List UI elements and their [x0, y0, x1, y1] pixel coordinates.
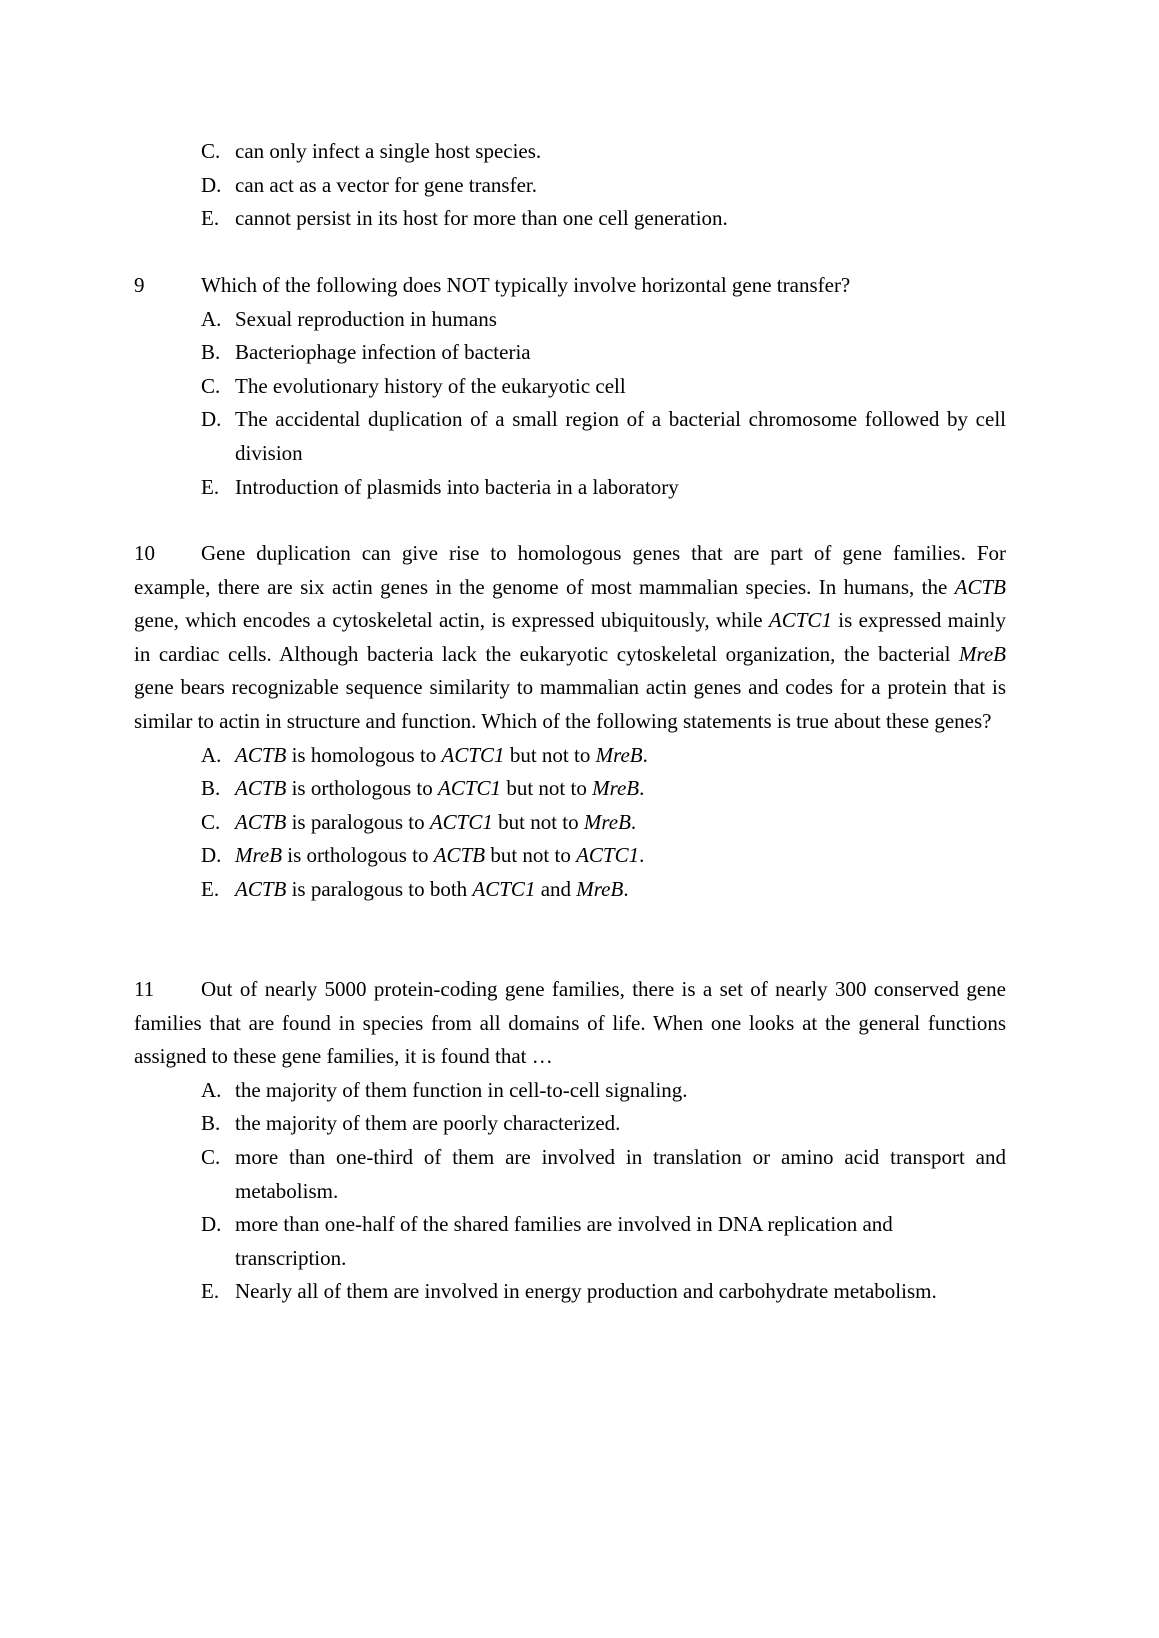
stem-text: is expressed mainly in cardiac cells. Although bacteria lack the eukaryotic cytoskeletal organization, the bacterial: [134, 608, 1006, 666]
gene-name: ACTB: [235, 809, 287, 834]
option-letter: B.: [201, 1111, 221, 1136]
question-8-options: [134, 135, 1006, 236]
option-text: and: [535, 876, 577, 901]
question-9-stem: [134, 269, 1006, 303]
option-letter: D.: [201, 172, 222, 197]
question-10: [134, 537, 1006, 907]
option-text: more than one-half of the shared families are involved in DNA replication and transcription.: [235, 1212, 893, 1270]
option-text: can act as a vector for gene transfer.: [235, 172, 537, 197]
option-text: more than one-third of them are involved in translation or amino acid transport and metabolism.: [235, 1144, 1006, 1203]
option-9e: [134, 471, 1006, 505]
question-10-stem: [134, 537, 1006, 739]
option-text: .: [630, 809, 637, 834]
option-9d: [134, 403, 1006, 470]
option-text: but not to: [501, 776, 593, 801]
option-text: is paralogous to both: [286, 876, 473, 901]
gene-name: ACTC1: [576, 843, 640, 868]
stem-text: gene bears recognizable sequence similarity to mammalian actin genes and codes for a protein that is similar to actin in structure and function. Which of the following statements is true about these genes?: [134, 675, 1006, 733]
question-11: [134, 973, 1006, 1309]
option-10c: [134, 806, 1006, 840]
option-letter: C.: [201, 139, 221, 163]
gene-name: ACTB: [235, 876, 287, 901]
option-text: cannot persist in its host for more than one cell generation.: [235, 206, 728, 231]
question-text: Which of the following does NOT typically involve horizontal gene transfer?: [201, 273, 851, 297]
option-11a: [134, 1074, 1006, 1108]
option-text: Sexual reproduction in humans: [235, 306, 497, 331]
option-text: is orthologous to: [286, 776, 439, 801]
option-letter: A.: [201, 306, 222, 331]
option-8c: [134, 135, 1006, 169]
option-letter: A.: [201, 742, 222, 767]
gene-name: ACTB: [235, 742, 287, 767]
option-text: Introduction of plasmids into bacteria in a laboratory: [235, 474, 679, 499]
option-11d: [134, 1208, 1006, 1275]
gene-name: MreB: [958, 641, 1006, 666]
option-10b: [134, 772, 1006, 806]
option-11c: [134, 1141, 1006, 1208]
question-9: [134, 269, 1006, 504]
option-9c: [134, 370, 1006, 404]
gene-name: MreB: [592, 776, 640, 801]
gene-name: MreB: [576, 876, 624, 901]
gene-name: ACTC1: [768, 608, 832, 633]
gene-name: MreB: [235, 843, 283, 868]
option-letter: D.: [201, 1212, 222, 1237]
option-letter: D.: [201, 407, 222, 432]
option-text: can only infect a single host species.: [235, 139, 542, 163]
option-8e: [134, 202, 1006, 236]
option-text: Bacteriophage infection of bacteria: [235, 340, 531, 365]
option-letter: C.: [201, 1144, 221, 1169]
gene-name: ACTB: [433, 843, 486, 868]
option-10d: [134, 839, 1006, 873]
option-11b: [134, 1107, 1006, 1141]
option-letter: E.: [201, 1279, 220, 1304]
option-text: is paralogous to: [286, 809, 430, 834]
option-text: .: [642, 742, 648, 767]
question-number: 10: [134, 541, 155, 565]
gene-name: ACTC1: [441, 742, 505, 767]
stem-text: gene, which encodes a cytoskeletal actin, is expressed ubiquitously, while: [134, 608, 769, 633]
option-letter: B.: [201, 340, 221, 365]
option-text: The evolutionary history of the eukaryotic cell: [235, 373, 626, 398]
option-text: the majority of them function in cell-to-cell signaling.: [235, 1077, 688, 1102]
option-text: the majority of them are poorly characterized.: [235, 1111, 621, 1136]
option-text: but not to: [504, 742, 596, 767]
option-letter: C.: [201, 809, 221, 834]
option-letter: E.: [201, 876, 220, 901]
option-9a: [134, 303, 1006, 337]
option-letter: E.: [201, 206, 220, 231]
option-9b: [134, 336, 1006, 370]
option-text: but not to: [485, 843, 577, 868]
option-letter: A.: [201, 1077, 222, 1102]
question-number: 9: [134, 273, 145, 297]
gene-name: ACTC1: [472, 876, 536, 901]
option-text: but not to: [492, 809, 584, 834]
option-11e: [134, 1275, 1006, 1309]
option-text: is orthologous to: [282, 843, 434, 868]
question-number: 11: [134, 977, 155, 1001]
gene-name: ACTB: [235, 776, 287, 801]
stem-text: Gene duplication can give rise to homologous genes that are part of gene families. For example, there are six actin genes in the genome of most mammalian species. In humans, the: [134, 541, 1006, 599]
gene-name: ACTC1: [429, 809, 493, 834]
option-letter: E.: [201, 474, 220, 499]
option-text: The accidental duplication of a small region of a bacterial chromosome followed by cell division: [235, 407, 1006, 465]
option-letter: D.: [201, 843, 222, 868]
option-10a: [134, 739, 1006, 773]
gene-name: ACTB: [954, 574, 1006, 599]
option-text: .: [623, 876, 629, 901]
option-text: Nearly all of them are involved in energy production and carbohydrate metabolism.: [235, 1279, 937, 1304]
gene-name: MreB: [583, 809, 631, 834]
option-8d: [134, 169, 1006, 203]
gene-name: MreB: [595, 742, 643, 767]
option-letter: B.: [201, 776, 221, 801]
option-text: .: [639, 843, 645, 868]
question-11-stem: [134, 973, 1006, 1074]
option-text: .: [639, 776, 645, 801]
stem-text: Out of nearly 5000 protein-coding gene families, there is a set of nearly 300 conserved gene families that are found in species from all domains of life. When one looks at the general functions assigned to these gene families, it is found that …: [134, 977, 1006, 1069]
gene-name: ACTC1: [438, 776, 502, 801]
option-text: is homologous to: [286, 742, 442, 767]
option-10e: [134, 873, 1006, 907]
option-letter: C.: [201, 373, 221, 398]
